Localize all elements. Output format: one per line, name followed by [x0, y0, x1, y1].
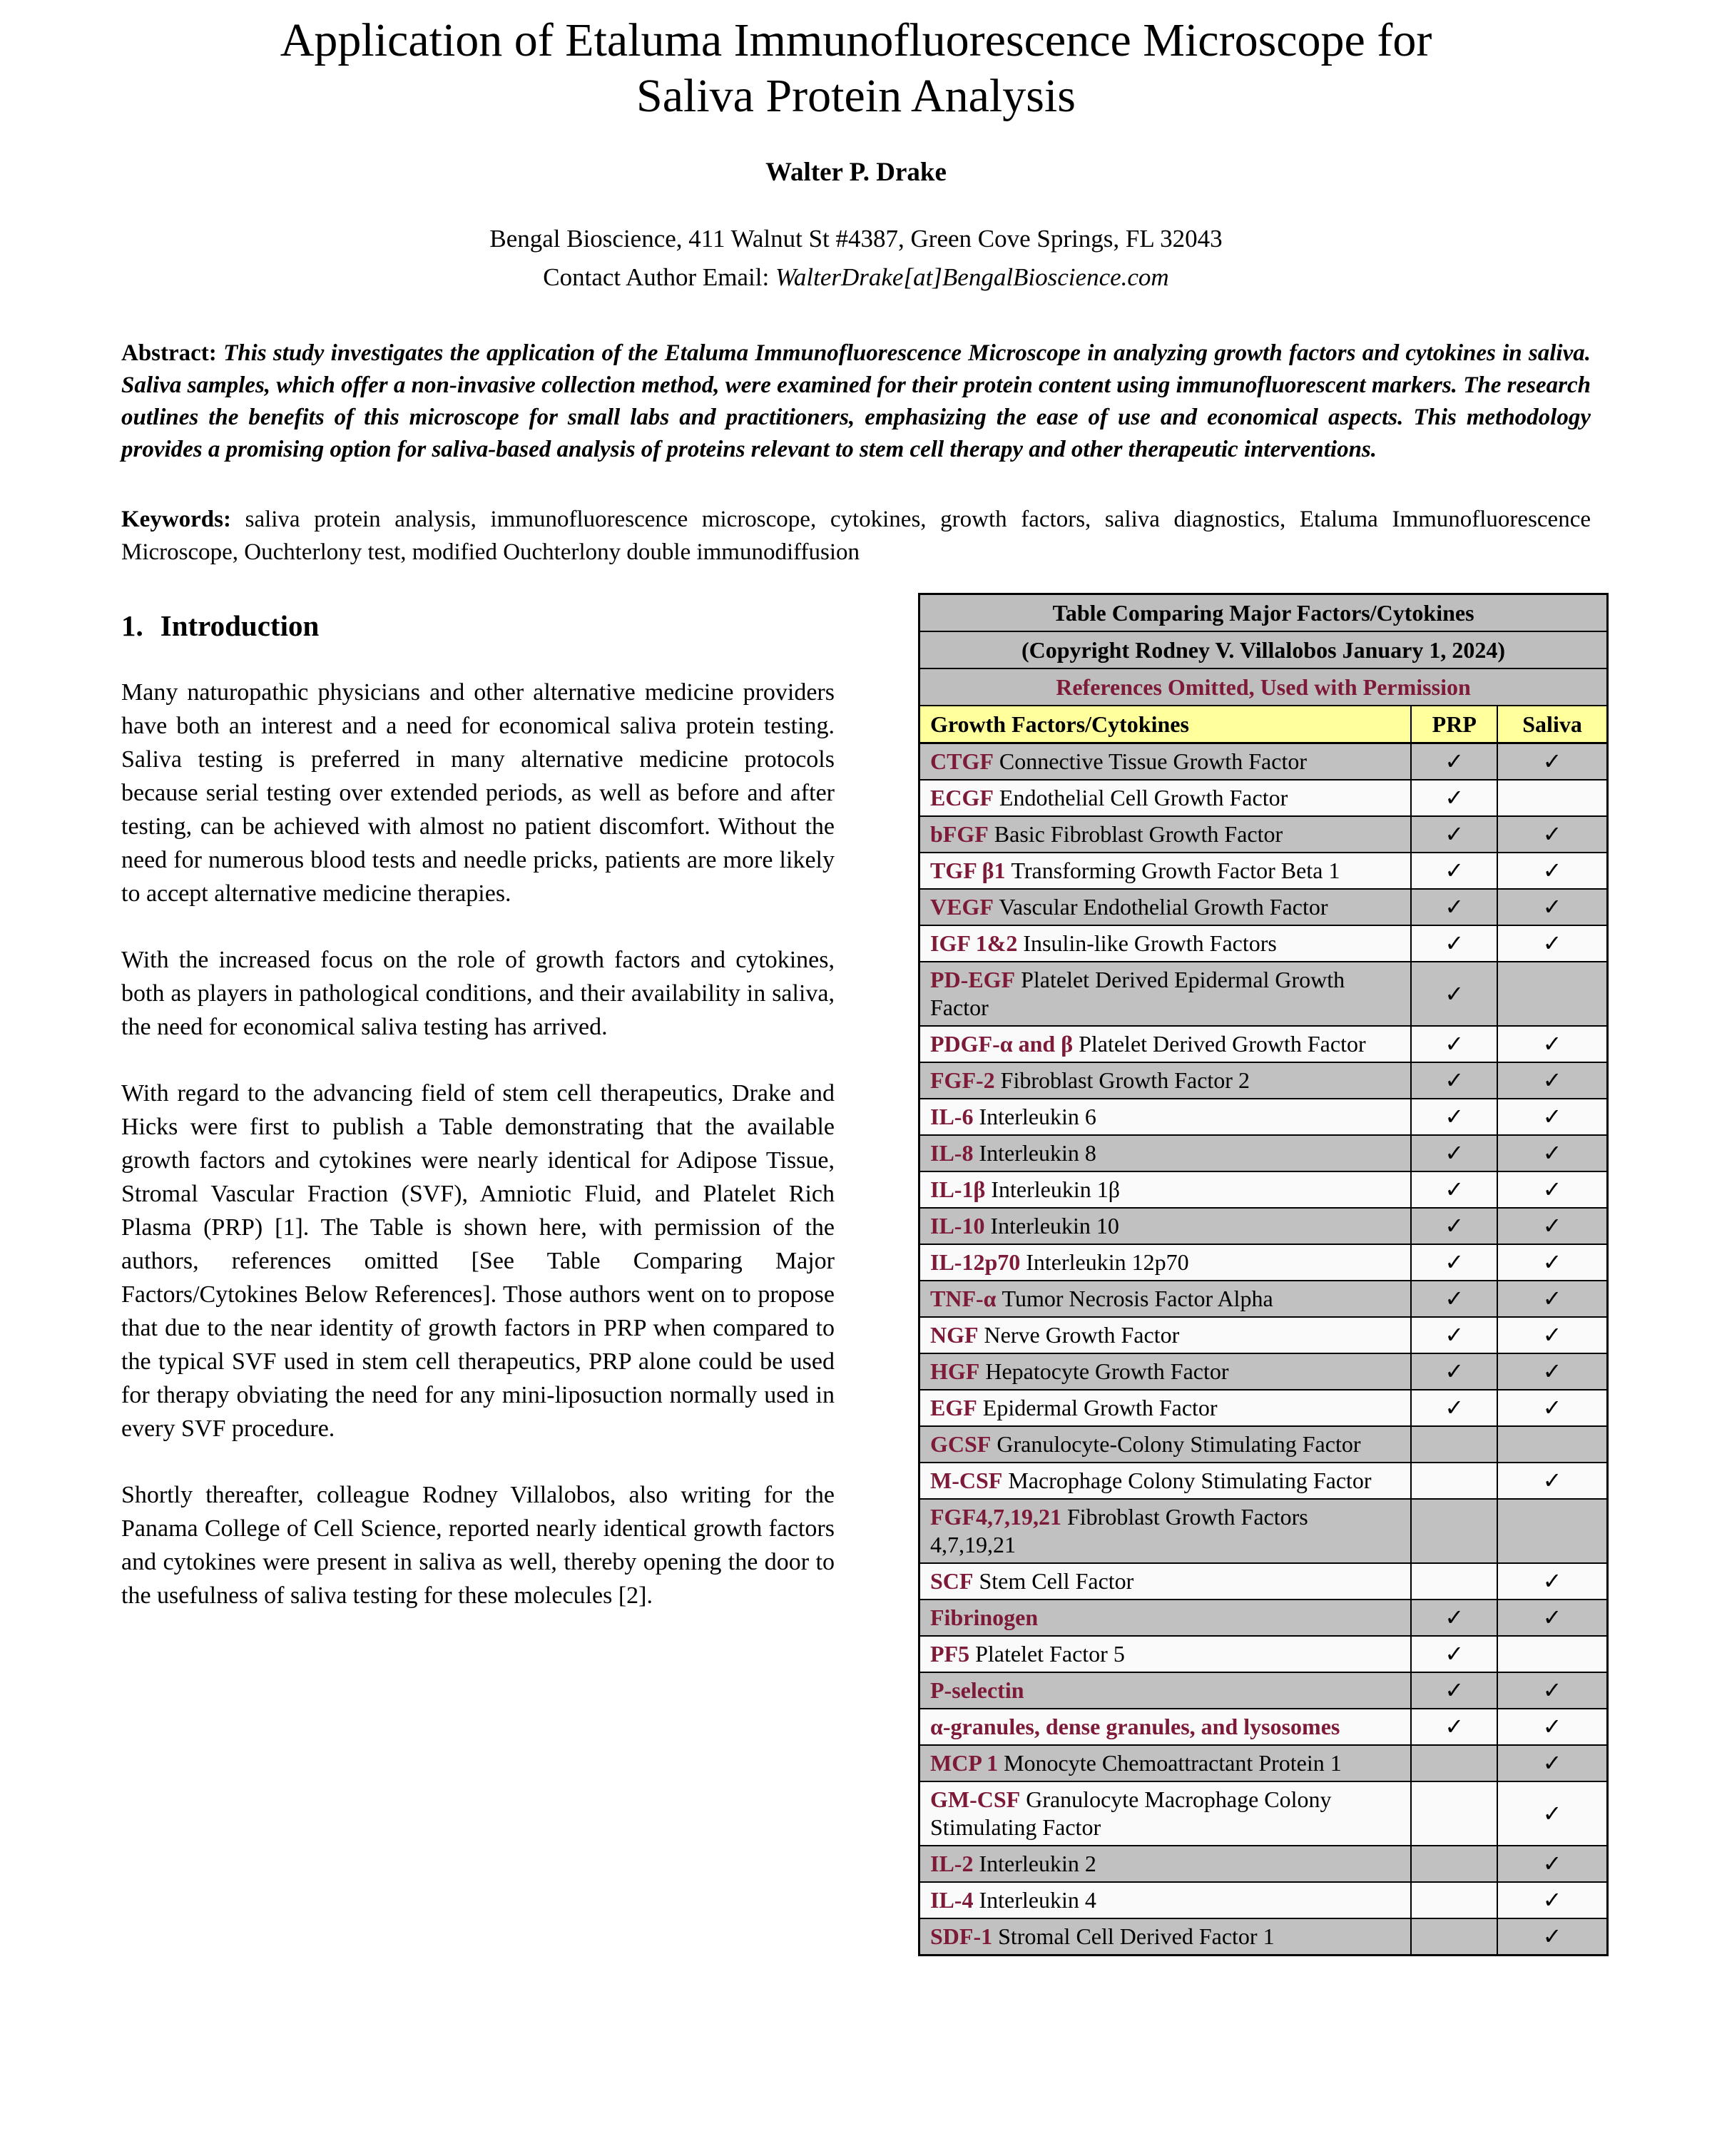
factor-name: Transforming Growth Factor Beta 1	[1005, 858, 1340, 883]
saliva-check: ✓	[1497, 1171, 1607, 1208]
author-name: Walter P. Drake	[765, 158, 947, 187]
factor-cell	[919, 853, 1412, 889]
keywords-text: saliva protein analysis, immunofluorescence microscope, cytokines, growth factors, saliva diagnostics, Etaluma Immunofluorescence Microscope, Ouchterlony test, modified Ouchterlony double immunodiffusion	[121, 507, 1591, 565]
saliva-check: ✓	[1497, 1099, 1607, 1135]
factor-name: Platelet Derived Growth Factor	[1073, 1031, 1366, 1057]
table-title-row	[919, 594, 1608, 632]
factor-cell	[919, 1636, 1412, 1672]
saliva-check	[1497, 1426, 1607, 1463]
factor-cell	[919, 816, 1412, 853]
table-row	[919, 816, 1608, 853]
prp-check	[1411, 1918, 1497, 1956]
factor-abbr: PD-EGF	[930, 967, 1016, 992]
table-row	[919, 1918, 1608, 1956]
saliva-check: ✓	[1497, 1062, 1607, 1099]
table-row	[919, 1846, 1608, 1882]
factor-abbr: HGF	[930, 1358, 980, 1384]
prp-check: ✓	[1411, 1281, 1497, 1317]
prp-check: ✓	[1411, 1390, 1497, 1426]
factor-abbr: P-selectin	[930, 1677, 1024, 1703]
saliva-check: ✓	[1497, 1026, 1607, 1062]
abstract-label: Abstract:	[121, 340, 224, 366]
table-row	[919, 962, 1608, 1026]
saliva-check: ✓	[1497, 1600, 1607, 1636]
intro-paragraph-1: Many naturopathic physicians and other alternative medicine providers have both an interest and a need for economical saliva protein testing. Saliva testing is preferred in many alternative medicine protocols because serial testing over extended periods, as well as before and after testing, can be achieved with almost no patient discomfort. Without the need for numerous blood tests and needle pricks, patients are more likely to accept alternative medicine therapies.	[121, 679, 835, 907]
prp-check	[1411, 1745, 1497, 1781]
saliva-check: ✓	[1497, 1135, 1607, 1171]
table-row	[919, 853, 1608, 889]
column-header-saliva: Saliva	[1497, 706, 1607, 743]
table-row	[919, 1390, 1608, 1426]
factor-name: Platelet Derived Epidermal Growth Factor	[930, 967, 1345, 1020]
factor-name: Fibroblast Growth Factor 2	[994, 1067, 1250, 1093]
saliva-check: ✓	[1497, 1781, 1607, 1846]
factor-cell	[919, 1463, 1412, 1499]
factor-name: Interleukin 2	[973, 1851, 1096, 1876]
saliva-check: ✓	[1497, 925, 1607, 962]
factor-cell	[919, 1390, 1412, 1426]
factor-cell	[919, 1918, 1412, 1956]
table-row	[919, 1244, 1608, 1281]
factor-cell	[919, 1709, 1412, 1745]
table-row	[919, 1563, 1608, 1600]
table-title: Table Comparing Major Factors/Cytokines	[919, 594, 1608, 632]
factor-name: Epidermal Growth Factor	[977, 1395, 1218, 1420]
prp-check	[1411, 1882, 1497, 1918]
factor-name: Endothelial Cell Growth Factor	[993, 785, 1288, 810]
factor-abbr: IL-12p70	[930, 1249, 1021, 1275]
factor-cell	[919, 1317, 1412, 1353]
factor-abbr: EGF	[930, 1395, 977, 1420]
saliva-check	[1497, 962, 1607, 1026]
factor-cell	[919, 1353, 1412, 1390]
table-row	[919, 1426, 1608, 1463]
factor-name: Connective Tissue Growth Factor	[993, 748, 1307, 774]
factor-cell	[919, 1563, 1412, 1600]
table-column-header-row	[919, 706, 1608, 743]
table-row	[919, 889, 1608, 925]
factor-name: Interleukin 10	[984, 1213, 1119, 1239]
factor-abbr: SCF	[930, 1568, 974, 1594]
saliva-check: ✓	[1497, 1281, 1607, 1317]
prp-check: ✓	[1411, 780, 1497, 816]
table-permission: References Omitted, Used with Permission	[919, 668, 1608, 706]
table-row	[919, 1709, 1608, 1745]
factor-abbr: PF5	[930, 1641, 970, 1667]
saliva-check: ✓	[1497, 1918, 1607, 1956]
prp-check: ✓	[1411, 1636, 1497, 1672]
intro-paragraph-3: With regard to the advancing field of stem cell therapeutics, Drake and Hicks were first to publish a Table demonstrating that the available growth factors and cytokines were nearly identical for Adipose Tissue, Stromal Vascular Fraction (SVF), Amniotic Fluid, and Platelet Rich Plasma (PRP) [1]. The Table is shown here, with permission of the authors, references omitted [See Table Comparing Major Factors/Cytokines Below References]. Those authors went on to propose that due to the near identity of growth factors in PRP when compared to the typical SVF used in stem cell therapeutics, PRP alone could be used for therapy obviating the need for any mini-liposuction normally used in every SVF procedure.	[121, 1080, 835, 1442]
factor-abbr: Fibrinogen	[930, 1605, 1039, 1630]
saliva-check: ✓	[1497, 889, 1607, 925]
factor-abbr: NGF	[930, 1322, 979, 1348]
prp-check	[1411, 1846, 1497, 1882]
table-row	[919, 1499, 1608, 1563]
table-row	[919, 1026, 1608, 1062]
factor-abbr: α-granules, dense granules, and lysosomes	[930, 1714, 1340, 1739]
prp-check	[1411, 1463, 1497, 1499]
prp-check: ✓	[1411, 1600, 1497, 1636]
prp-check: ✓	[1411, 1317, 1497, 1353]
prp-check: ✓	[1411, 1244, 1497, 1281]
factor-abbr: GCSF	[930, 1431, 992, 1457]
saliva-check: ✓	[1497, 1846, 1607, 1882]
factor-cell	[919, 743, 1412, 780]
factor-cell	[919, 780, 1412, 816]
table-copyright: (Copyright Rodney V. Villalobos January 1, 2024)	[919, 631, 1608, 668]
table-row	[919, 1317, 1608, 1353]
introduction-section	[121, 593, 835, 1612]
prp-check: ✓	[1411, 1135, 1497, 1171]
two-column-area	[121, 593, 1712, 1956]
prp-check: ✓	[1411, 1062, 1497, 1099]
prp-check: ✓	[1411, 816, 1497, 853]
factor-name: Platelet Factor 5	[969, 1641, 1125, 1667]
prp-check	[1411, 1781, 1497, 1846]
prp-check: ✓	[1411, 853, 1497, 889]
factor-name: Interleukin 8	[973, 1140, 1096, 1166]
prp-check: ✓	[1411, 889, 1497, 925]
saliva-check: ✓	[1497, 1353, 1607, 1390]
section-heading-text: Introduction	[160, 609, 320, 642]
abstract-paragraph	[121, 337, 1591, 466]
factor-cell	[919, 1745, 1412, 1781]
page-title: Application of Etaluma Immunofluorescence Microscope for Saliva Protein Analysis	[280, 14, 1432, 122]
factor-name: Interleukin 12p70	[1020, 1249, 1189, 1275]
keywords-label: Keywords:	[121, 507, 245, 532]
factor-cell	[919, 1499, 1412, 1563]
factor-cell	[919, 1026, 1412, 1062]
intro-paragraph-4: Shortly thereafter, colleague Rodney Villalobos, also writing for the Panama College of Cell Science, reported nearly identical growth factors and cytokines were present in saliva as well, thereby opening the door to the usefulness of saliva testing for these molecules [2].	[121, 1482, 835, 1609]
table-row	[919, 1636, 1608, 1672]
saliva-check	[1497, 1499, 1607, 1563]
factor-name: Granulocyte Macrophage Colony Stimulating Factor	[930, 1786, 1332, 1840]
factor-cell	[919, 1882, 1412, 1918]
factor-abbr: IGF 1&2	[930, 930, 1018, 956]
factor-cell	[919, 1171, 1412, 1208]
saliva-check: ✓	[1497, 853, 1607, 889]
factor-cell	[919, 1099, 1412, 1135]
factor-cell	[919, 889, 1412, 925]
saliva-check: ✓	[1497, 1563, 1607, 1600]
saliva-check: ✓	[1497, 1317, 1607, 1353]
table-permission-row	[919, 668, 1608, 706]
column-header-prp: PRP	[1411, 706, 1497, 743]
factors-table-body	[919, 743, 1608, 1956]
prp-check: ✓	[1411, 1353, 1497, 1390]
table-row	[919, 1781, 1608, 1846]
saliva-check: ✓	[1497, 1208, 1607, 1244]
factor-abbr: IL-8	[930, 1140, 974, 1166]
table-row	[919, 1353, 1608, 1390]
factor-abbr: bFGF	[930, 821, 989, 847]
factor-name: Stromal Cell Derived Factor 1	[992, 1923, 1275, 1949]
factor-cell	[919, 1781, 1412, 1846]
factor-name: Granulocyte-Colony Stimulating Factor	[991, 1431, 1361, 1457]
table-row	[919, 1672, 1608, 1709]
prp-check: ✓	[1411, 743, 1497, 780]
table-row	[919, 1281, 1608, 1317]
factor-cell	[919, 1135, 1412, 1171]
prp-check	[1411, 1426, 1497, 1463]
saliva-check: ✓	[1497, 1463, 1607, 1499]
factor-name: Macrophage Colony Stimulating Factor	[1002, 1468, 1372, 1493]
factor-abbr: MCP 1	[930, 1750, 999, 1776]
factor-abbr: IL-6	[930, 1104, 974, 1129]
factor-cell	[919, 1846, 1412, 1882]
prp-check: ✓	[1411, 1026, 1497, 1062]
contact-label: Contact Author Email:	[543, 263, 775, 291]
prp-check: ✓	[1411, 1099, 1497, 1135]
factor-cell	[919, 1600, 1412, 1636]
table-row	[919, 1463, 1608, 1499]
affiliation-line: Bengal Bioscience, 411 Walnut St #4387, Green Cove Springs, FL 32043	[489, 225, 1223, 253]
table-column	[918, 593, 1609, 1956]
factor-abbr: IL-4	[930, 1887, 974, 1913]
factor-abbr: IL-10	[930, 1213, 985, 1239]
table-row	[919, 1062, 1608, 1099]
factor-abbr: ECGF	[930, 785, 994, 810]
factor-name: Interleukin 1β	[985, 1176, 1120, 1202]
factor-abbr: PDGF-α and β	[930, 1031, 1074, 1057]
section-number: 1.	[121, 609, 143, 642]
saliva-check: ✓	[1497, 1882, 1607, 1918]
saliva-check: ✓	[1497, 1672, 1607, 1709]
factor-name: Vascular Endothelial Growth Factor	[993, 894, 1328, 920]
keywords-paragraph	[121, 503, 1591, 569]
factor-name: Monocyte Chemoattractant Protein 1	[998, 1750, 1342, 1776]
saliva-check: ✓	[1497, 1390, 1607, 1426]
table-row	[919, 1208, 1608, 1244]
factor-abbr: IL-1β	[930, 1176, 986, 1202]
factor-name: Hepatocyte Growth Factor	[979, 1358, 1229, 1384]
contact-email: WalterDrake[at]BengalBioscience.com	[775, 263, 1169, 291]
saliva-check	[1497, 1636, 1607, 1672]
factor-abbr: FGF4,7,19,21	[930, 1504, 1061, 1530]
saliva-check: ✓	[1497, 1244, 1607, 1281]
prp-check	[1411, 1563, 1497, 1600]
factor-abbr: GM-CSF	[930, 1786, 1021, 1812]
table-row	[919, 743, 1608, 780]
intro-paragraph-2: With the increased focus on the role of growth factors and cytokines, both as players in pathological conditions, and their availability in saliva, the need for economical saliva testing has arrived.	[121, 947, 835, 1040]
prp-check: ✓	[1411, 1208, 1497, 1244]
factor-abbr: IL-2	[930, 1851, 974, 1876]
factors-table	[918, 593, 1609, 1956]
factor-abbr: TGF β1	[930, 858, 1006, 883]
factor-name: Basic Fibroblast Growth Factor	[988, 821, 1283, 847]
prp-check	[1411, 1499, 1497, 1563]
factor-abbr: SDF-1	[930, 1923, 993, 1949]
section-heading-introduction	[121, 609, 835, 643]
factor-name: Tumor Necrosis Factor Alpha	[996, 1286, 1273, 1311]
factor-abbr: FGF-2	[930, 1067, 995, 1093]
factor-cell	[919, 1244, 1412, 1281]
factor-name: Nerve Growth Factor	[978, 1322, 1180, 1348]
saliva-check: ✓	[1497, 1745, 1607, 1781]
saliva-check: ✓	[1497, 816, 1607, 853]
factor-name: Interleukin 6	[973, 1104, 1096, 1129]
factor-cell	[919, 1281, 1412, 1317]
table-row	[919, 1099, 1608, 1135]
saliva-check: ✓	[1497, 743, 1607, 780]
table-copyright-row	[919, 631, 1608, 668]
prp-check: ✓	[1411, 1171, 1497, 1208]
table-row	[919, 780, 1608, 816]
factor-abbr: M-CSF	[930, 1468, 1003, 1493]
prp-check: ✓	[1411, 1709, 1497, 1745]
abstract-text: This study investigates the application of the Etaluma Immunofluorescence Microscope in analyzing growth factors and cytokines in saliva. Saliva samples, which offer a non-invasive collection method, were examined for their protein content using immunofluorescent markers. The research outlines the benefits of this microscope for small labs and practitioners, emphasizing the ease of use and economical aspects. This methodology provides a promising option for saliva-based analysis of proteins relevant to stem cell therapy and other therapeutic interventions.	[121, 340, 1591, 462]
factor-cell	[919, 1672, 1412, 1709]
factor-name: Insulin-like Growth Factors	[1017, 930, 1277, 956]
table-row	[919, 925, 1608, 962]
factor-abbr: VEGF	[930, 894, 994, 920]
prp-check: ✓	[1411, 962, 1497, 1026]
factor-name: Interleukin 4	[973, 1887, 1096, 1913]
table-row	[919, 1171, 1608, 1208]
factor-name: Fibroblast Growth Factors 4,7,19,21	[930, 1504, 1308, 1557]
table-row	[919, 1600, 1608, 1636]
prp-check: ✓	[1411, 925, 1497, 962]
factor-abbr: CTGF	[930, 748, 994, 774]
factor-cell	[919, 1062, 1412, 1099]
table-row	[919, 1135, 1608, 1171]
saliva-check: ✓	[1497, 1709, 1607, 1745]
factor-cell	[919, 925, 1412, 962]
factor-cell	[919, 1208, 1412, 1244]
prp-check: ✓	[1411, 1672, 1497, 1709]
table-row	[919, 1882, 1608, 1918]
factor-cell	[919, 962, 1412, 1026]
contact-line	[0, 263, 1712, 292]
column-header-factors: Growth Factors/Cytokines	[919, 706, 1412, 743]
factor-cell	[919, 1426, 1412, 1463]
factor-abbr: TNF-α	[930, 1286, 997, 1311]
factor-name: Stem Cell Factor	[973, 1568, 1134, 1594]
table-row	[919, 1745, 1608, 1781]
saliva-check	[1497, 780, 1607, 816]
